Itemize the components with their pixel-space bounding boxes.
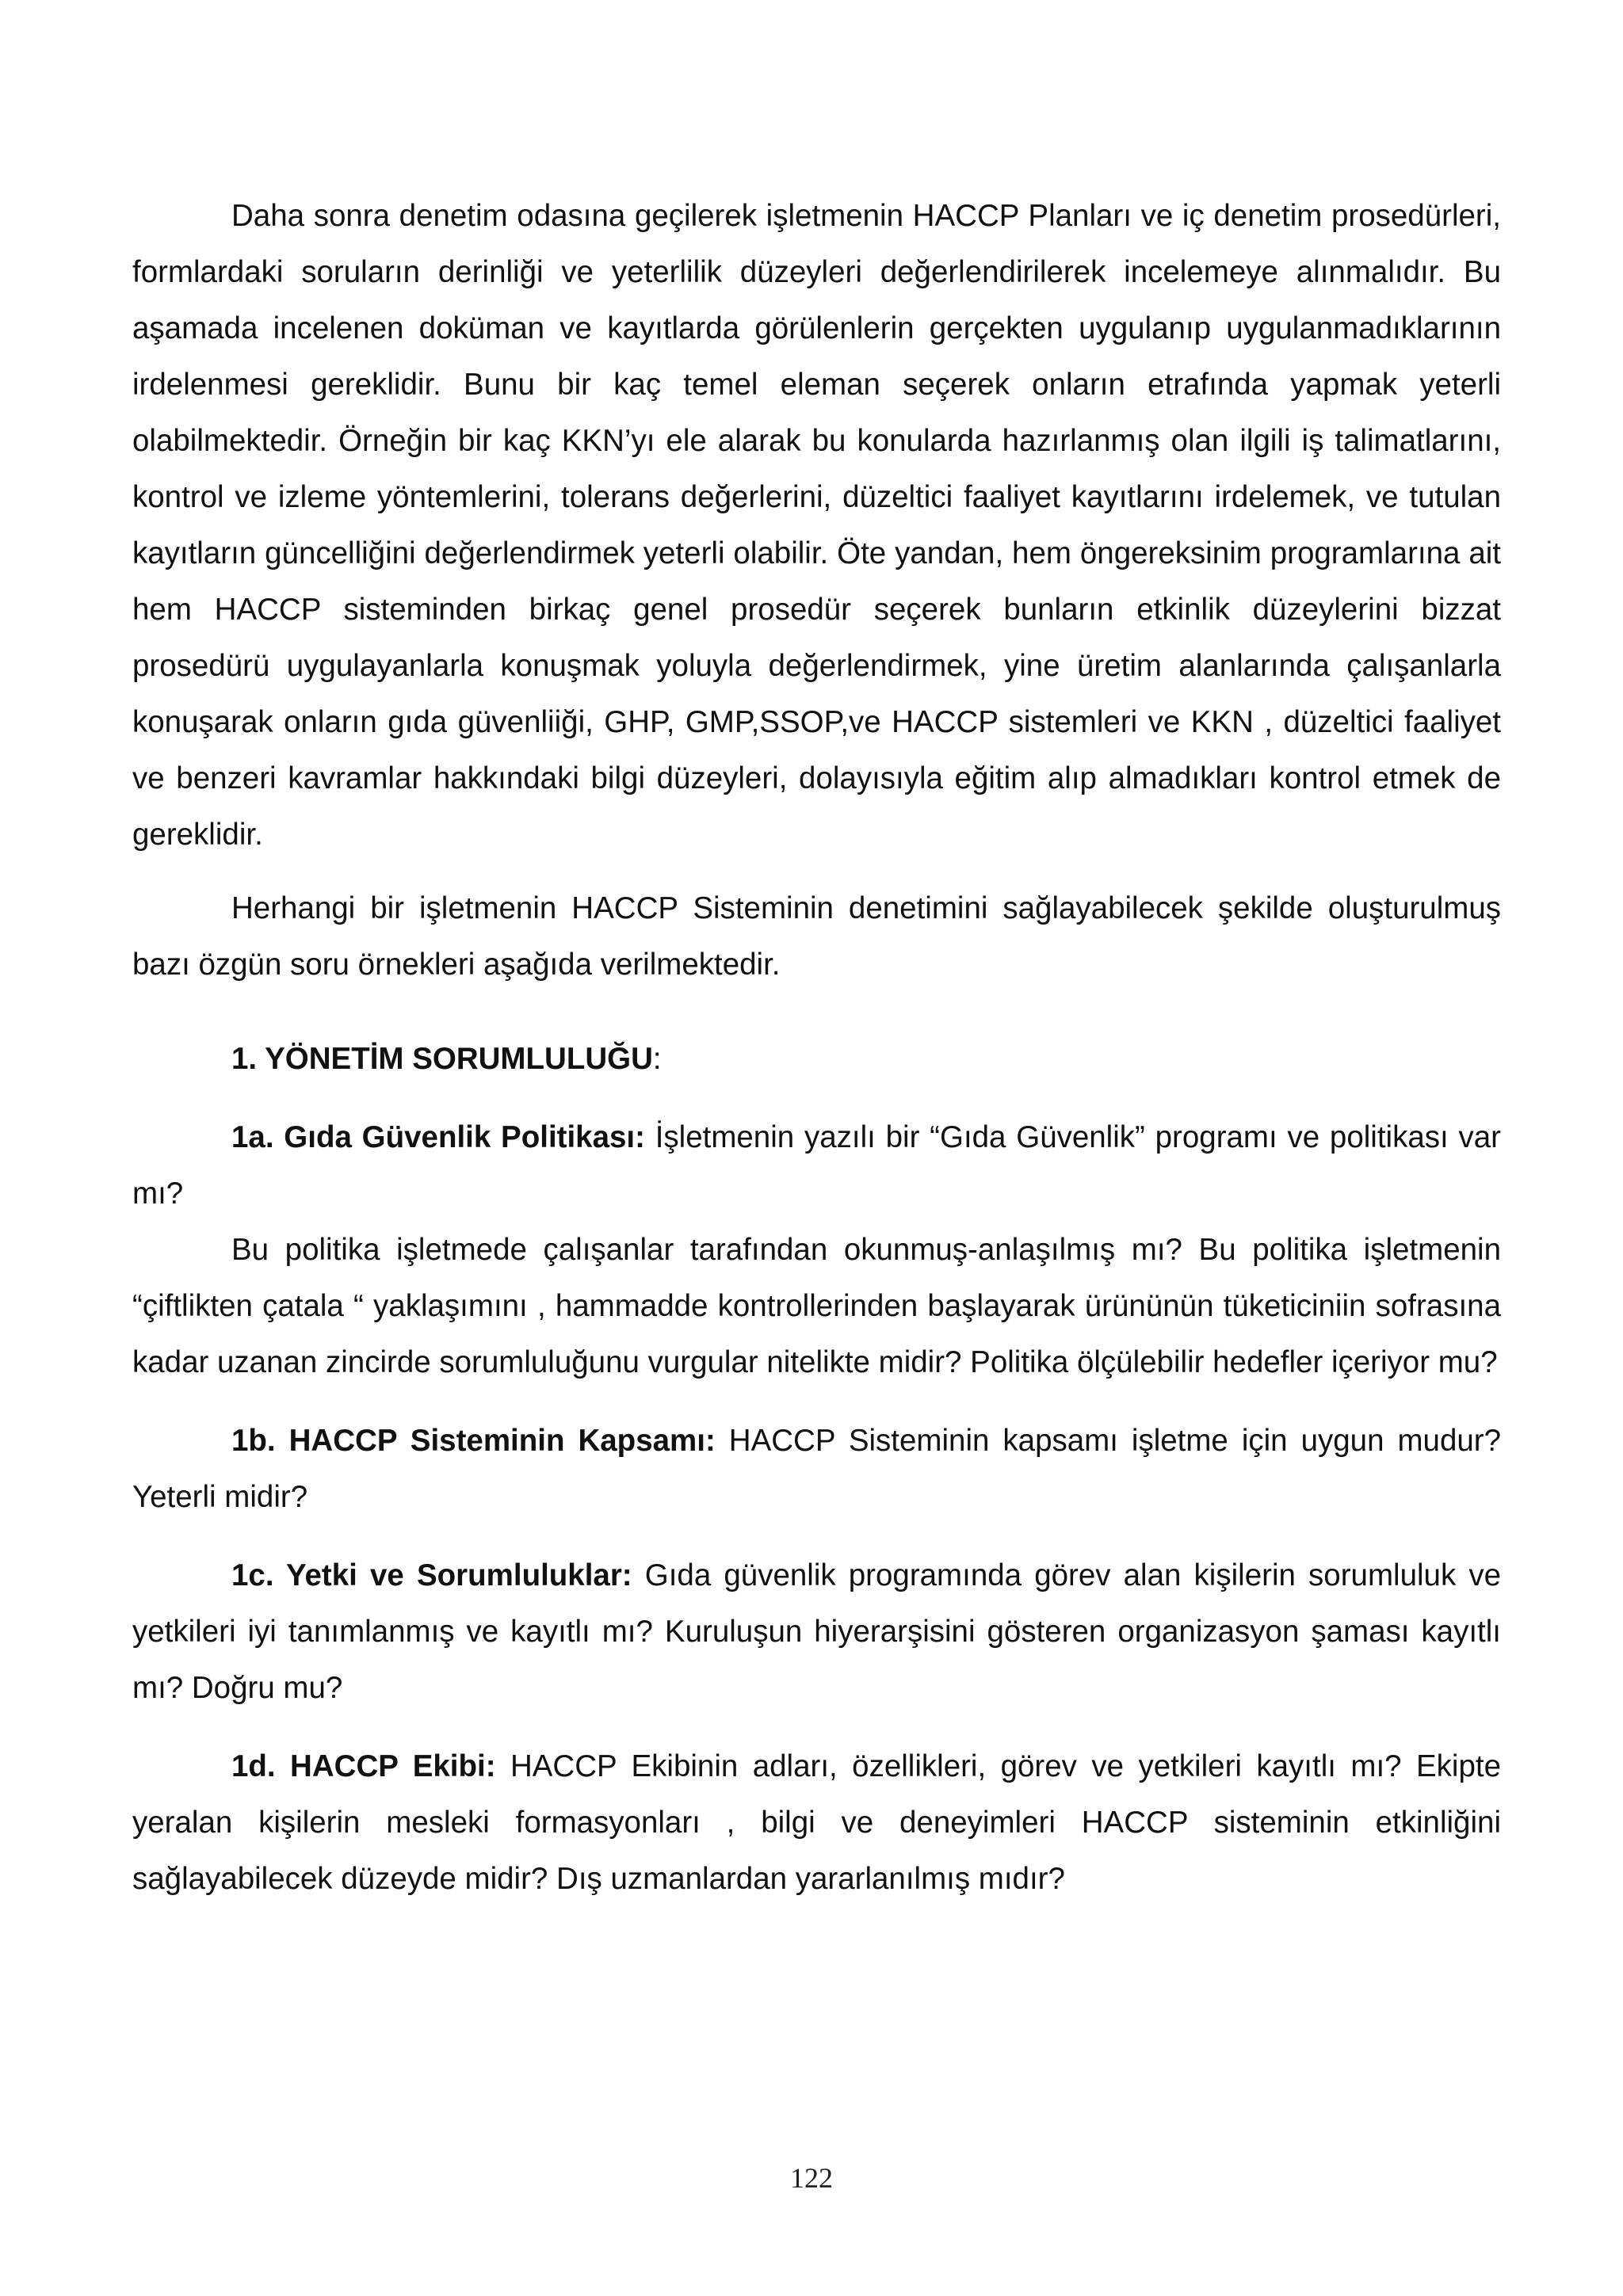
section-heading-colon: : bbox=[652, 1042, 662, 1076]
page-number: 122 bbox=[790, 2162, 833, 2194]
item-1d-label: 1d. HACCP Ekibi: bbox=[231, 1749, 496, 1783]
item-1c-label: 1c. Yetki ve Sorumluluklar: bbox=[231, 1558, 632, 1592]
paragraph-question-intro: Herhangi bir işletmenin HACCP Sisteminin denetimini sağlayabilecek şekilde oluşturulmuş bazı özgün soru örnekleri aşağıda verilmektedir. bbox=[132, 891, 1501, 982]
item-1a-continuation: Bu politika işletmede çalışanlar tarafından okunmuş-anlaşılmış mı? Bu politika işletmenin “çiftlikten çatala “ yaklaşımını , hammadde kontrollerinden başlayarak ürününün tüketiciniin sofrasına kadar uzanan zincirde sorumluluğunu vurgular nitelikte midir? Politika ölçülebilir hedefler içeriyor mu? bbox=[132, 1233, 1501, 1379]
section-heading bbox=[132, 1031, 1501, 1087]
item-1b-label: 1b. HACCP Sisteminin Kapsamı: bbox=[231, 1424, 716, 1458]
section-heading-title: 1. YÖNETİM SORUMLULUĞU bbox=[231, 1042, 653, 1076]
item-1a-label: 1a. Gıda Güvenlik Politikası: bbox=[231, 1120, 645, 1154]
document-body bbox=[132, 188, 1501, 1907]
item-1c-text: Gıda güvenlik programında görev alan kişilerin sorumluluk ve yetkileri iyi tanımlanmış ve kayıtlı mı? Kuruluşun hiyerarşisini gösteren organizasyon şaması kayıtlı mı? Doğru mu? bbox=[132, 1558, 1501, 1705]
item-1a-text: İşletmenin yazılı bir “Gıda Güvenlik” programı ve politikası var mı? bbox=[132, 1120, 1501, 1211]
item-1d-text: HACCP Ekibinin adları, özellikleri, görev ve yetkileri kayıtlı mı? Ekipte yeralan kişilerin mesleki formasyonları , bilgi ve deneyimleri HACCP sisteminin etkinliğini sağlayabilecek düzeyde midir? Dış uzmanlardan yararlanılmış mıdır? bbox=[132, 1749, 1501, 1896]
item-1d bbox=[132, 1738, 1501, 1907]
paragraph-audit-procedure: Daha sonra denetim odasına geçilerek işletmenin HACCP Planları ve iç denetim prosedürleri, formlardaki soruların derinliği ve yeterlilik düzeyleri değerlendirilerek incelemeye alınmalıdır. Bu aşamada incelenen doküman ve kayıtlarda görülenlerin gerçekten uygulanıp uygulanmadıklarının irdelenmesi gereklidir. Bunu bir kaç temel eleman seçerek onların etrafında yapmak yeterli olabilmektedir. Örneğin bir kaç KKN’yı ele alarak bu konularda hazırlanmış olan ilgili iş talimatlarını, kontrol ve izleme yöntemlerini, tolerans değerlerini, düzeltici faaliyet kayıtlarını irdelemek, ve tutulan kayıtların güncelliğini değerlendirmek yeterli olabilir. Öte yandan, hem öngereksinim programlarına ait hem HACCP sisteminden birkaç genel prosedür seçerek bunların etkinlik düzeylerini bizzat prosedürü uygulayanlarla konuşmak yoluyla değerlendirmek, yine üretim alanlarında çalışanlarla konuşarak onların gıda güvenliiği, GHP, GMP,SSOP,ve HACCP sistemleri ve KKN , düzeltici faaliyet ve benzeri kavramlar hakkındaki bilgi düzeyleri, dolayısıyla eğitim alıp almadıkları kontrol etmek de gereklidir. bbox=[132, 199, 1501, 852]
item-1c bbox=[132, 1547, 1501, 1716]
item-1b bbox=[132, 1413, 1501, 1525]
item-1b-text: HACCP Sisteminin kapsamı işletme için uygun mudur? Yeterli midir? bbox=[132, 1424, 1502, 1514]
item-1a bbox=[132, 1109, 1501, 1222]
